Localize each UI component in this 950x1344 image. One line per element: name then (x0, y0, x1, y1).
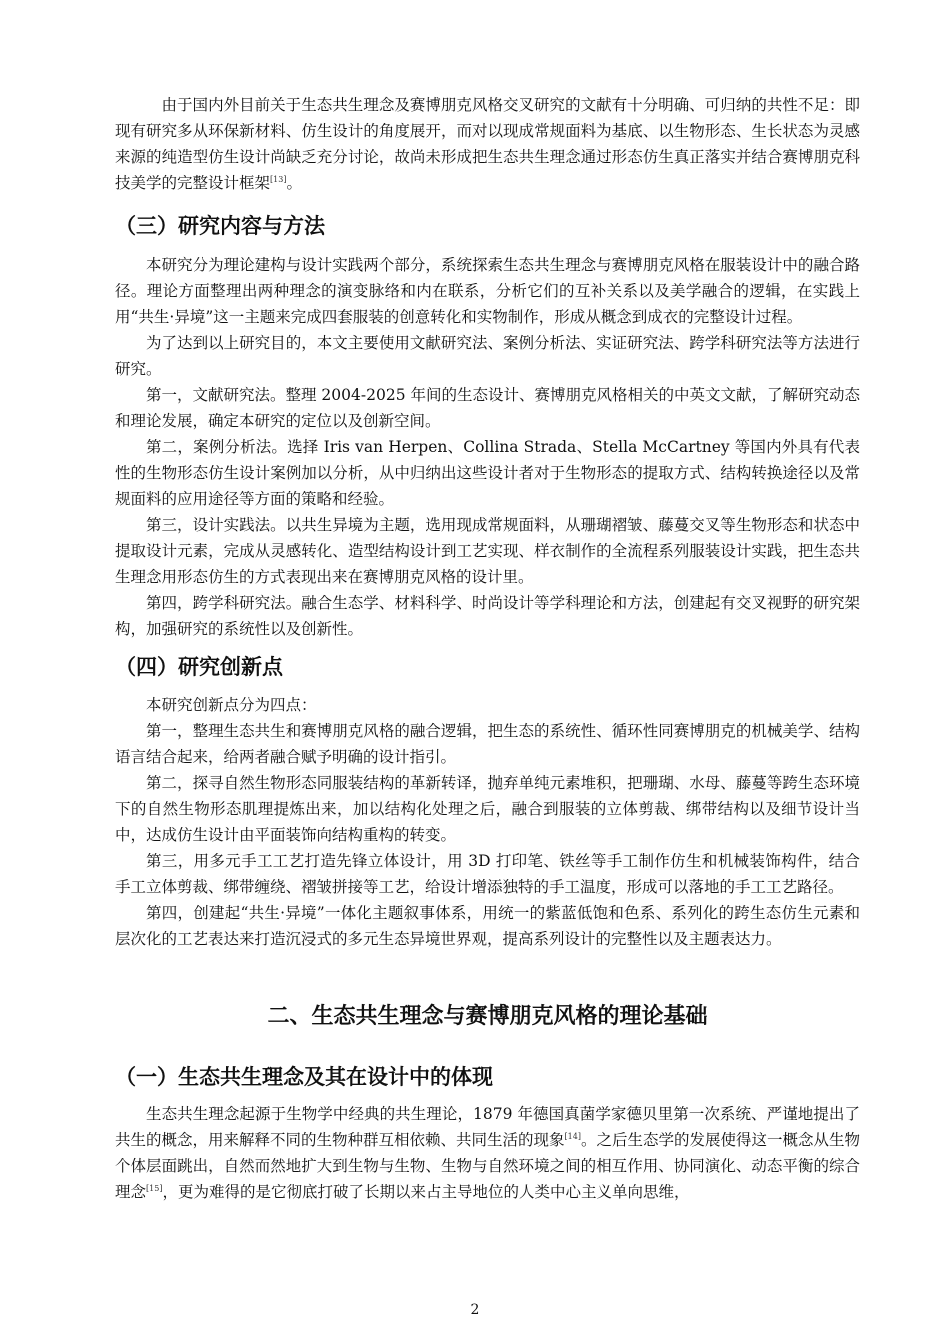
methods-paragraph-4: 第二，案例分析法。选择 Iris van Herpen、Collina Strada、Stella McCartney 等国内外具有代表性的生物形态仿生设计案例加以分析，从中归纳出这些设计者对于生物形态的提取方式、结构转换途径以及常规面料的应用途径等方面的策略和经验。 (115, 438, 860, 508)
page-content (115, 92, 860, 1205)
intro-paragraph (115, 92, 860, 196)
citation-14: [14] (564, 1131, 581, 1141)
methods-paragraph-6: 第四，跨学科研究法。融合生态学、材料科学、时尚设计等学科理论和方法，创建起有交叉视野的研究架构，加强研究的系统性以及创新性。 (115, 594, 860, 638)
innovation-paragraph-3: 第三，用多元手工工艺打造先锋立体设计，用 3D 打印笔、铁丝等手工制作仿生和机械装饰构件，结合手工立体剪裁、绑带缠绕、褶皱拼接等工艺，给设计增添独特的手工温度，形成可以落地的手工工艺路径。 (115, 852, 860, 896)
theory-paragraph-1 (115, 1101, 860, 1205)
methods-paragraph-5: 第三，设计实践法。以共生异境为主题，选用现成常规面料，从珊瑚褶皱、藤蔓交叉等生物形态和状态中提取设计元素，完成从灵感转化、造型结构设计到工艺实现、样衣制作的全流程系列服装设计实践，把生态共生理念用形态仿生的方式表现出来在赛博朋克风格的设计里。 (115, 516, 860, 586)
innovation-paragraph-2: 第二，探寻自然生物形态同服装结构的革新转译，抛弃单纯元素堆积，把珊瑚、水母、藤蔓等跨生态环境下的自然生物形态肌理提炼出来，加以结构化处理之后，融合到服装的立体剪裁、绑带结构以及细节设计当中，达成仿生设计由平面装饰向结构重构的转变。 (115, 774, 860, 844)
intro-text: 由于国内外目前关于生态共生理念及赛博朋克风格交叉研究的文献有十分明确、可归纳的共性不足：即现有研究多从环保新材料、仿生设计的角度展开，而对以现成常规面料为基底、以生物形态、生长状态为灵感来源的纯造型仿生设计尚缺乏充分讨论，故尚未形成把生态共生理念通过形态仿生真正落实并结合赛博朋克科技美学的完整设计框架 (115, 96, 860, 192)
intro-text-end: 。 (286, 174, 302, 192)
theory-text-c: ，更为难得的是它彻底打破了长期以来占主导地位的人类中心主义单向思维， (162, 1183, 690, 1201)
heading-research-methods: （三）研究内容与方法 (115, 214, 325, 238)
theory-text-a: 生态共生理念起源于生物学中经典的共生理论，1879 年德国真菌学家德贝里第一次系统、严谨地提出了共生的概念，用来解释不同的生物种群互相依赖、共同生活的现象 (115, 1105, 860, 1149)
heading-innovation-points: （四）研究创新点 (115, 655, 283, 679)
chapter-2-title: 二、生态共生理念与赛博朋克风格的理论基础 (267, 1004, 708, 1029)
innovation-paragraph-4: 第四，创建起“共生·异境”一体化主题叙事体系，用统一的紫蓝低饱和色系、系列化的跨生态仿生元素和层次化的工艺表达来打造沉浸式的多元生态异境世界观，提高系列设计的完整性以及主题表达力。 (115, 904, 860, 948)
theory-text-b: 。之后生态学的发展使得这一概念从生物个体层面跳出，自然而然地扩大到生物与生物、生物与自然环境之间的相互作用、协同演化、动态平衡的综合理念 (115, 1131, 860, 1201)
methods-paragraph-3: 第一，文献研究法。整理 2004-2025 年间的生态设计、赛博朋克风格相关的中英文文献，了解研究动态和理论发展，确定本研究的定位以及创新空间。 (115, 386, 860, 430)
methods-paragraph-1: 本研究分为理论建构与设计实践两个部分，系统探索生态共生理念与赛博朋克风格在服装设计中的融合路径。理论方面整理出两种理念的演变脉络和内在联系，分析它们的互补关系以及美学融合的逻辑，在实践上用“共生·异境”这一主题来完成四套服装的创意转化和实物制作，形成从概念到成衣的完整设计过程。 (115, 256, 860, 326)
innovation-paragraph-0: 本研究创新点分为四点： (146, 696, 317, 714)
heading-section-1: （一）生态共生理念及其在设计中的体现 (115, 1065, 493, 1089)
innovation-paragraph-1: 第一，整理生态共生和赛博朋克风格的融合逻辑，把生态的系统性、循环性同赛博朋克的机械美学、结构语言结合起来，给两者融合赋予明确的设计指引。 (115, 722, 860, 766)
citation-15: [15] (146, 1183, 163, 1193)
methods-paragraph-2: 为了达到以上研究目的，本文主要使用文献研究法、案例分析法、实证研究法、跨学科研究法等方法进行研究。 (115, 334, 860, 378)
citation-13: [13] (270, 174, 287, 184)
page-number: 2 (470, 1302, 480, 1318)
